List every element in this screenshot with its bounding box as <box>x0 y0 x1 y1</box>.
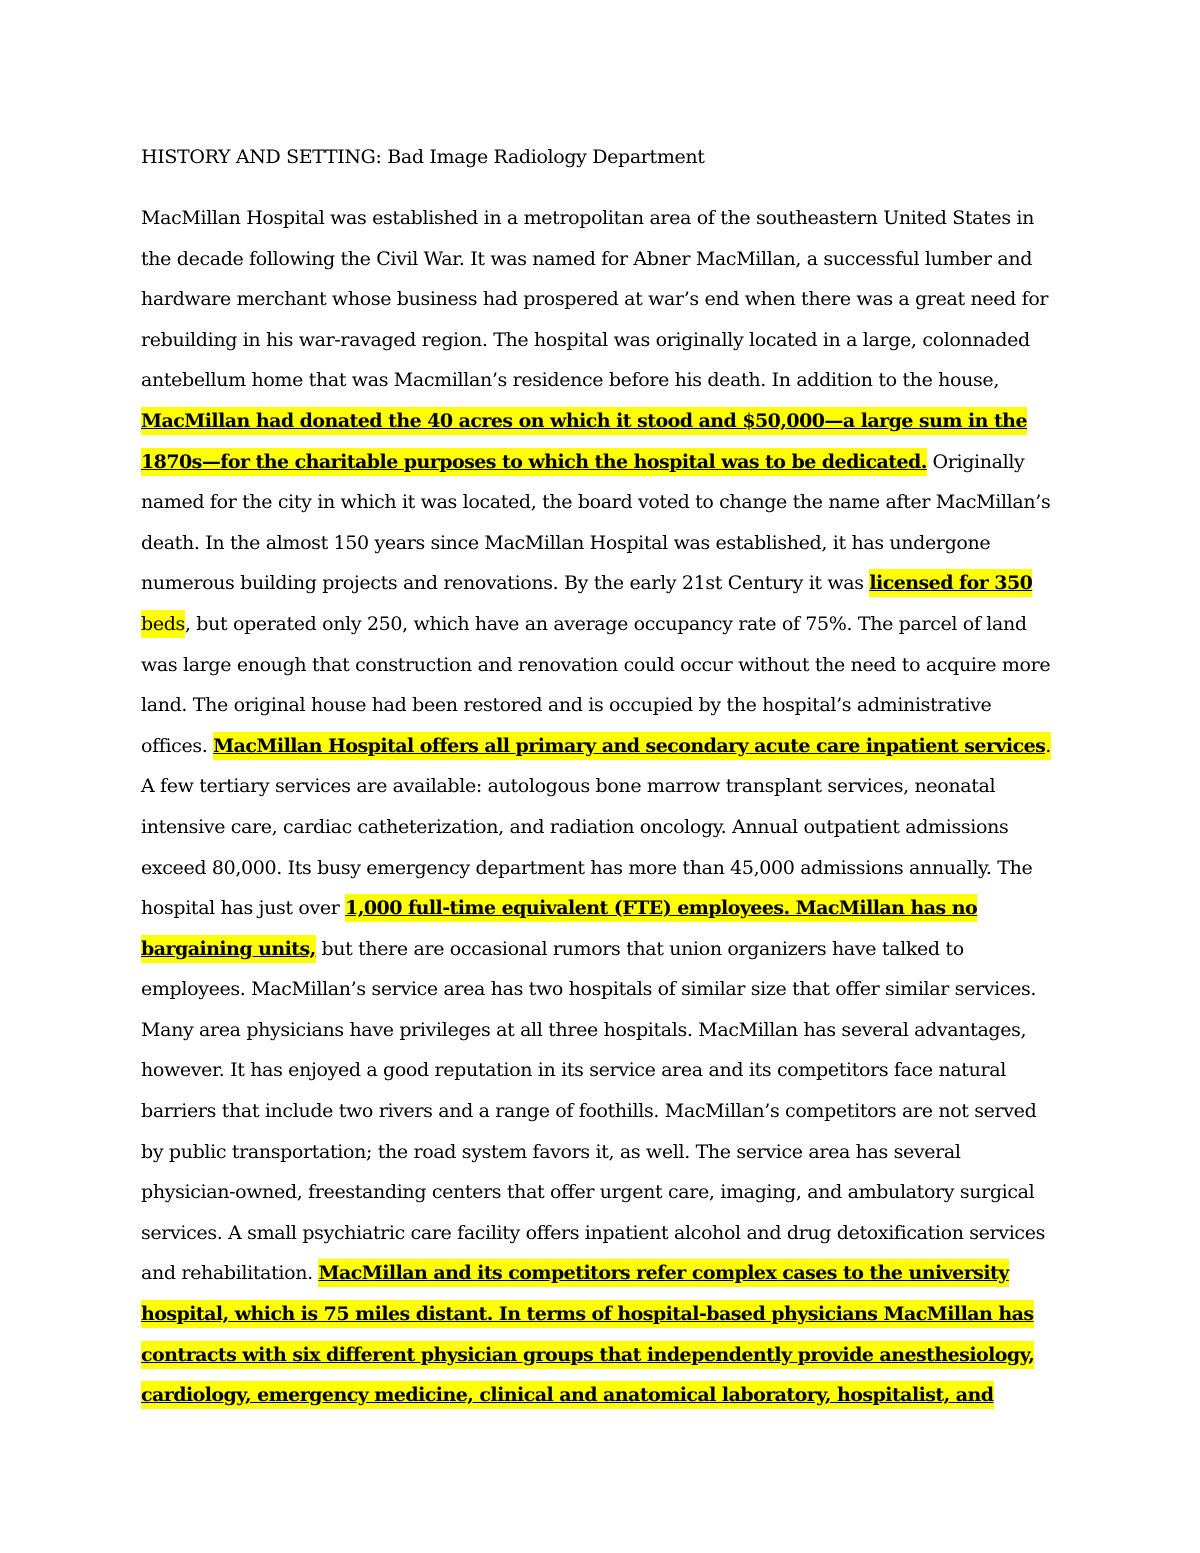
text-line <box>141 1213 1071 1254</box>
text-line <box>141 888 1071 929</box>
paragraph-text: was large enough that construction and renovation could occur without the need to acquire more <box>141 653 1051 676</box>
paragraph-text: hospital has just over <box>141 897 346 920</box>
paragraph-text: but there are occasional rumors that union organizers have talked to <box>315 937 964 960</box>
text-line <box>141 604 1071 645</box>
paragraph-text: rebuilding in his war-ravaged region. The hospital was originally located in a large, colonnaded <box>141 328 1030 351</box>
highlighted-text: cardiology, emergency medicine, clinical and anatomical laboratory, hospitalist, and <box>141 1381 994 1409</box>
highlighted-text: bargaining units, <box>141 935 316 963</box>
paragraph-text: physician-owned, freestanding centers that offer urgent care, imaging, and ambulatory surgical <box>141 1181 1035 1204</box>
text-line <box>141 685 1071 726</box>
text-line <box>141 1050 1071 1091</box>
highlighted-text: hospital, which is 75 miles distant. In terms of hospital-based physicians MacMillan has <box>141 1300 1034 1328</box>
text-line <box>141 1132 1071 1173</box>
paragraph-text: numerous building projects and renovations. By the early 21st Century it was <box>141 572 870 595</box>
highlighted-text: MacMillan and its competitors refer complex cases to the university <box>318 1259 1008 1287</box>
text-line <box>141 401 1071 442</box>
text-line <box>141 645 1071 686</box>
text-line <box>141 766 1071 807</box>
highlighted-text: MacMillan Hospital offers all primary and secondary acute care inpatient services <box>213 732 1045 760</box>
text-line <box>141 1375 1071 1416</box>
paragraph-text: A few tertiary services are available: autologous bone marrow transplant services, neonatal <box>141 775 996 798</box>
text-line <box>141 848 1071 889</box>
text-line <box>141 1172 1071 1213</box>
paragraph-text: and rehabilitation. <box>141 1262 319 1285</box>
highlighted-text: MacMillan had donated the 40 acres on which it stood and $50,000—a large sum in the <box>141 407 1027 435</box>
highlighted-text: 1870s—for the charitable purposes to which the hospital was to be dedicated. <box>141 448 927 476</box>
text-line <box>141 1335 1071 1376</box>
paragraph-text: by public transportation; the road system favors it, as well. The service area has several <box>141 1140 961 1163</box>
paragraph-text: employees. MacMillan’s service area has two hospitals of similar size that offer similar services. <box>141 978 1037 1001</box>
document-body <box>141 198 1071 1416</box>
paragraph-text: offices. <box>141 734 214 757</box>
paragraph-text: Originally <box>926 450 1025 473</box>
highlighted-text: . <box>1045 732 1051 760</box>
text-line <box>141 563 1071 604</box>
highlighted-text: contracts with six different physician groups that independently provide anesthesiology, <box>141 1341 1034 1369</box>
text-line <box>141 1010 1071 1051</box>
text-line <box>141 198 1071 239</box>
paragraph-text: barriers that include two rivers and a range of foothills. MacMillan’s competitors are not served <box>141 1100 1037 1123</box>
paragraph-text: exceed 80,000. Its busy emergency department has more than 45,000 admissions annually. The <box>141 856 1033 879</box>
paragraph-text: intensive care, cardiac catheterization, and radiation oncology. Annual outpatient admissions <box>141 815 1009 838</box>
text-line <box>141 360 1071 401</box>
paragraph-text: antebellum home that was Macmillan’s residence before his death. In addition to the house, <box>141 369 1000 392</box>
text-line <box>141 1253 1071 1294</box>
text-line <box>141 279 1071 320</box>
paragraph-text: however. It has enjoyed a good reputation in its service area and its competitors face natural <box>141 1059 1006 1082</box>
text-line <box>141 807 1071 848</box>
highlighted-text: 1,000 full-time equivalent (FTE) employees. MacMillan has no <box>345 894 977 922</box>
paragraph-text: hardware merchant whose business had prospered at war’s end when there was a great need for <box>141 288 1049 311</box>
paragraph-text: named for the city in which it was located, the board voted to change the name after MacMillan’s <box>141 491 1051 514</box>
highlighted-text: licensed for 350 <box>869 569 1032 597</box>
text-line <box>141 523 1071 564</box>
paragraph-text: land. The original house had been restored and is occupied by the hospital’s administrative <box>141 694 992 717</box>
text-line <box>141 239 1071 280</box>
paragraph-text: , but operated only 250, which have an average occupancy rate of 75%. The parcel of land <box>184 612 1027 635</box>
text-line <box>141 442 1071 483</box>
paragraph-text: MacMillan Hospital was established in a metropolitan area of the southeastern United States in <box>141 207 1035 229</box>
text-line <box>141 482 1071 523</box>
paragraph-text: the decade following the Civil War. It was named for Abner MacMillan, a successful lumber and <box>141 247 1033 270</box>
document-title: HISTORY AND SETTING: Bad Image Radiology Department <box>141 146 705 168</box>
paragraph-text: services. A small psychiatric care facility offers inpatient alcohol and drug detoxification services <box>141 1221 1046 1244</box>
text-line <box>141 969 1071 1010</box>
paragraph-text: death. In the almost 150 years since MacMillan Hospital was established, it has undergone <box>141 531 991 554</box>
text-line <box>141 929 1071 970</box>
text-line <box>141 1091 1071 1132</box>
text-line <box>141 320 1071 361</box>
text-line <box>141 1294 1071 1335</box>
text-line <box>141 726 1071 767</box>
paragraph-text: Many area physicians have privileges at all three hospitals. MacMillan has several advantages, <box>141 1018 1027 1041</box>
highlighted-text: beds <box>141 610 185 638</box>
